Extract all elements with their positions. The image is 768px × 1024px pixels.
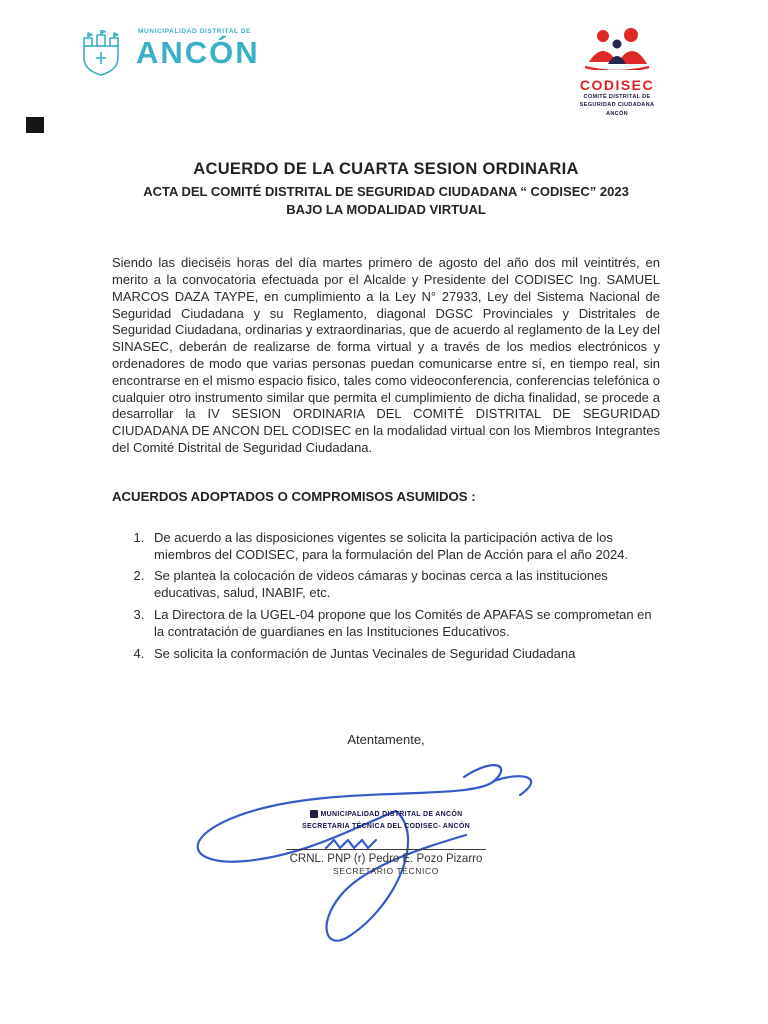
agreement-item: 3. La Directora de la UGEL-04 propone que los Comités de APAFAS se comprometan en la contratación de guardianes en las Instituciones Educativos.	[148, 607, 660, 641]
ancon-org-name: ANCÓN	[136, 35, 260, 70]
title-line-2: ACTA DEL COMITÉ DISTRITAL DE SEGURIDAD CIUDADANA “ CODISEC” 2023	[143, 184, 629, 200]
ancon-logo	[72, 28, 260, 83]
stamp-line-2: SECRETARIA TÉCNICA DEL CODISEC- ANCÓN	[302, 823, 470, 831]
ancon-crest-icon	[72, 30, 130, 83]
ancon-logo-text	[136, 28, 260, 68]
signatory-block	[271, 849, 501, 876]
signatory-name: CRNL. PNP (r) Pedro E. Pozo Pizarro	[289, 853, 483, 866]
document-title-block	[112, 160, 660, 217]
scan-artifact	[26, 117, 44, 133]
agreement-item: 1. De acuerdo a las disposiciones vigentes se solicita la participación activa de los miembros del CODISEC, para la formulación del Plan de Acción para el año 2024.	[148, 530, 660, 564]
signatory-title: SECRETARIO TÉCNICO	[333, 866, 439, 877]
body-paragraph: Siendo las dieciséis horas del día martes primero de agosto del año dos mil veintitrés, en merito a la convocatoria efectuada por el Alcalde y Presidente del CODISEC Ing. SAMUEL MARCOS DAZA TAYPE, en cumplimiento a la Ley N° 27933, Ley del Sistema Nacional de Seguridad Ciudadana y su Reglamento, diagonal DGSC Provinciales y Distritales de Seguridad Ciudadana, ordinarias y extraordinarias, que de acuerdo al reglamento de la Ley del SINASEC, deberán de realizarse de forma virtual y a través de los medios electrónicos y ordenadores de modo que varias personas puedan comunicarse entre sí, en tiempo real, sin encontrarse en el mismo espacio fisico, tales como videoconferencia, conferencias telefónica o cualquier otro instrumento similar que permita el cumplimiento de dicha finalidad, se procede a desarrollar la IV SESION ORDINARIA DEL COMITÉ DISTRITAL DE SEGURIDAD CIUDADANA DE ANCON DEL CODISEC en la modalidad virtual con los Miembros Integrantes del Comité Distrital de Seguridad Ciudadana.	[112, 255, 660, 455]
agreement-item: 2. Se plantea la colocación de videos cámaras y bocinas cerca a las instituciones educativas, salud, INABIF, etc.	[148, 568, 660, 602]
agreement-item: 4. Se solicita la conformación de Juntas Vecinales de Seguridad Ciudadana	[148, 646, 660, 663]
agreements-list	[148, 530, 660, 663]
agreements-heading: ACUERDOS ADOPTADOS O COMPROMISOS ASUMIDOS :	[112, 488, 476, 504]
title-line-3: BAJO LA MODALIDAD VIRTUAL	[286, 202, 486, 218]
stamp-crest-icon	[310, 810, 318, 818]
codisec-subtitle-3: ANCÓN	[605, 110, 628, 117]
ancon-org-small: MUNICIPALIDAD DISTRITAL DE	[138, 28, 252, 35]
codisec-people-icon	[579, 28, 655, 75]
codisec-subtitle-1: COMITÉ DISTRITAL DE	[583, 94, 651, 100]
salutation: Atentamente,	[347, 732, 425, 748]
codisec-logo	[562, 28, 672, 118]
signature-rule	[286, 849, 486, 850]
codisec-subtitle-2: SEGURIDAD CIUDADANA	[579, 102, 655, 109]
document-header	[0, 0, 768, 118]
signature-area	[112, 753, 660, 968]
title-line-1: ACUERDO DE LA CUARTA SESION ORDINARIA	[193, 160, 579, 179]
codisec-name: CODISEC	[579, 77, 655, 93]
secretary-stamp	[236, 809, 536, 833]
stamp-line-1: MUNICIPALIDAD DISTRITAL DE ANCÓN	[236, 809, 536, 821]
document-content	[0, 160, 768, 968]
